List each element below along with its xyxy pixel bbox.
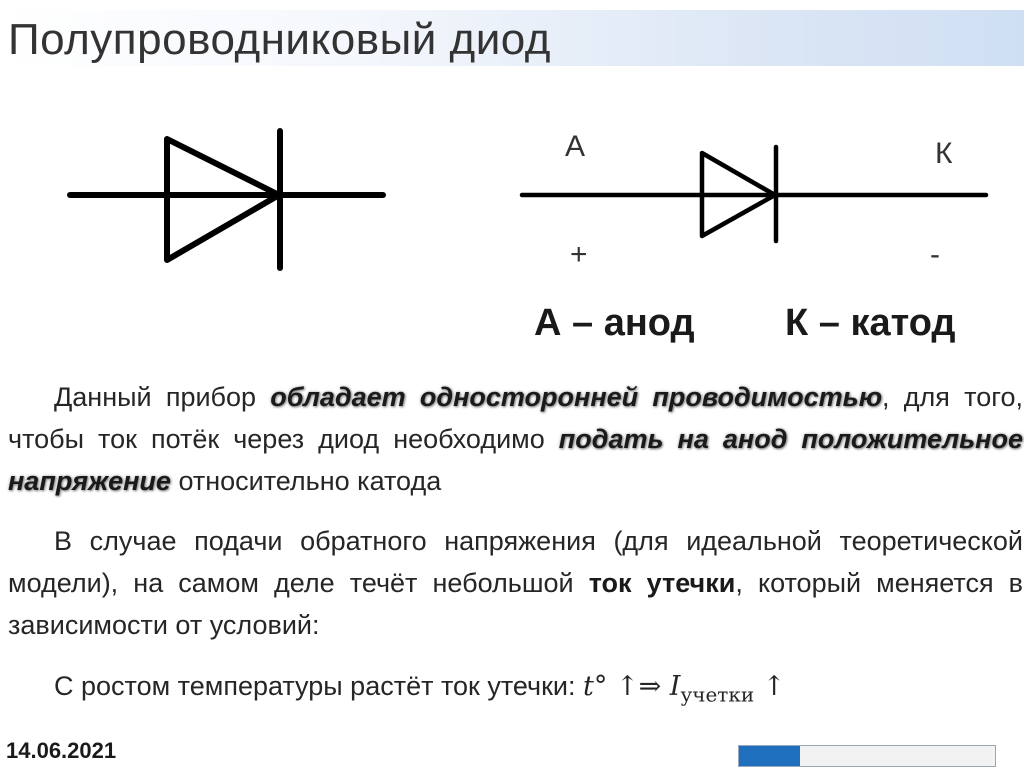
p1-text-3: относительно катода xyxy=(170,466,442,496)
p1-text-1: Данный прибор xyxy=(54,382,271,412)
legend-cathode: К – катод xyxy=(785,302,956,344)
formula-I: I xyxy=(669,671,681,702)
p1-highlight-2: подать на анод положительное напряжение xyxy=(8,424,1023,496)
legend-anode: А – анод xyxy=(534,302,695,344)
formula-degree-arrow: ° ↑⇒ xyxy=(593,671,670,702)
p1-highlight-1: обладает односторонней проводимостью xyxy=(270,382,883,412)
p1-text-2: , для того, чтобы ток потёк через диод необходимо xyxy=(8,382,1023,454)
cathode-letter: К xyxy=(935,137,953,170)
cathode-sign: - xyxy=(930,238,940,271)
p2-text-1: В случае подачи обратного напряжения (для идеальной теоретической модели), на самом деле течёт небольшой xyxy=(8,526,1023,598)
paragraph-temperature xyxy=(8,665,1023,715)
p3-text-1: С ростом температуры растёт ток утечки: xyxy=(54,671,584,701)
slide-progress-bar xyxy=(738,745,996,767)
anode-letter: А xyxy=(565,130,586,163)
slide-date: 14.06.2021 xyxy=(6,738,117,763)
slide-title: Полупроводниковый диод xyxy=(8,15,551,64)
formula-t: t xyxy=(583,671,594,702)
paragraph-conductivity xyxy=(8,376,1023,502)
formula-up-arrow: ↑ xyxy=(754,671,786,702)
diode-diagram xyxy=(0,0,1024,300)
slide-progress-fill xyxy=(739,746,800,766)
large-diode-triangle xyxy=(167,139,279,260)
p2-text-2: , который меняется в зависимости от условий: xyxy=(8,568,1024,640)
large-diode-symbol xyxy=(70,131,383,268)
anode-sign: + xyxy=(570,238,588,271)
small-diode-symbol xyxy=(522,147,986,241)
p2-bold-1: ток утечки xyxy=(588,568,736,598)
formula-subscript: учетки xyxy=(680,682,755,707)
paragraph-reverse-voltage xyxy=(8,520,1023,646)
temperature-formula xyxy=(583,671,786,707)
